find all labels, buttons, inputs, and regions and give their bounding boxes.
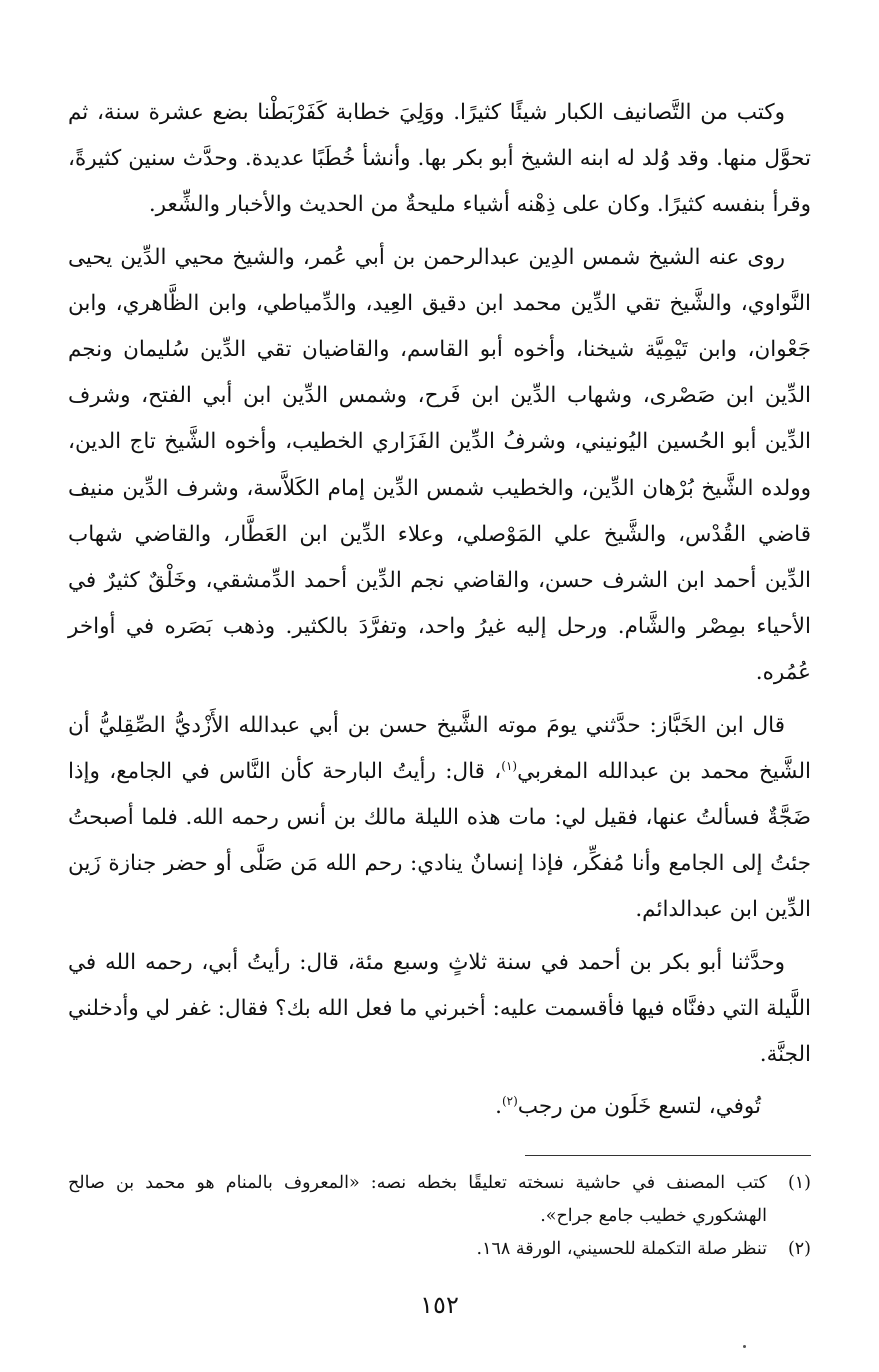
khabbaz-text-start: قال ابن الخَبَّاز: حدَّثني يومَ موته الشَّيخ حسن بن أبي عبدالله الأَزْديُّ الصِّقِليُّ أن الشَّيخ محمد بن عبدالله المغربي <box>68 712 812 784</box>
footnotes <box>68 1167 811 1266</box>
paragraph-death-date <box>68 1084 811 1130</box>
page-number: ١٥٢ <box>420 1291 459 1319</box>
paragraph-narrators: روى عنه الشيخ شمس الدِين عبدالرحمن بن أبي عُمر، والشيخ محيي الدِّين يحيى النَّواوي، والشَّيخ تقي الدِّين محمد ابن دقيق العِيد، والدِّمياطي، وابن الظَّاهري، وابن جَعْوان، وابن تَيْمِيَّة شيخنا، وأخوه أبو القاسم، والقاضيان تقي الدِّين سُليمان ونجم الدِّين ابن صَصْرى، وشهاب الدِّين ابن فَرح، وشمس الدِّين ابن أبي الفتح، وشرف الدِّين أبو الحُسين اليُونيني، وشرفُ الدِّين الفَزَاري الخطيب، وأخوه الشَّيخ تاج الدين، وولده الشَّيخ بُرْهان الدِّين، والخطيب شمس الدِّين إمام الكَلاَّسة، وشرف الدِّين منيف قاضي القُدْس، والشَّيخ علي المَوْصلي، وعلاء الدِّين ابن العَطَّار، والقاضي شهاب الدِّين أحمد ابن الشرف حسن، والقاضي نجم الدِّين أحمد الدِّمشقي، وخَلْقٌ كثيرٌ في الأحياء بمِصْر والشَّام. ورحل إليه غيرُ واحد، وتفرَّدَ بالكثير. وذهب بَصَره في أواخر عُمُره. <box>68 244 811 686</box>
footnote-2 <box>68 1233 811 1266</box>
footnote-number: (١) <box>787 1173 811 1193</box>
footnote-separator <box>525 1155 811 1156</box>
footnote-number: (٢) <box>787 1239 811 1259</box>
footnote-text: كتب المصنف في حاشية نسخته تعليقًا بخطه نصه: «المعروف بالمنام هو محمد بن صالح الهشكوري خطيب جامع جراح». <box>68 1173 767 1226</box>
footnote-text: تنظر صلة التكملة للحسيني، الورقة ١٦٨. <box>476 1239 767 1259</box>
paragraph-writings: وكتب من التَّصانيف الكبار شيئًا كثيرًا. ووَلِيَ خطابة كَفَرْبَطْنا بضع عشرة سنة، ثم تحوَّل منها. وقد وُلد له ابنه الشيخ أبو بكر بها. وأنشأ خُطَبًا عديدة. وحدَّث سنين كثيرةً، وقرأ بنفسه كثيرًا. وكان على ذِهْنه أشياء مليحةٌ من الحديث والأخبار والشِّعر. <box>68 100 811 218</box>
footnote-ref-1: (١) <box>501 758 518 773</box>
paragraph-khabbaz-dream <box>68 703 811 934</box>
death-text: تُوفي، لتسع خَلَون من رجب <box>517 1094 761 1120</box>
print-speck <box>743 1345 746 1348</box>
footnote-1 <box>68 1167 811 1233</box>
footnote-ref-2: (٢) <box>501 1094 518 1109</box>
paragraph-abubakr-dream: وحدَّثنا أبو بكر بن أحمد في سنة ثلاثٍ وسبع مئة، قال: رأيتُ أبي، رحمه الله في اللَّيلة التي دفنَّاه فيها فأقسمت عليه: أخبرني ما فعل الله بك؟ فقال: غفر لي وأدخلني الجنَّة. <box>68 949 811 1068</box>
death-text-end: . <box>495 1094 502 1120</box>
khabbaz-text-end: ، قال: رأيتُ البارحة كأن النَّاس في الجامع، وإذا ضَجَّةٌ فسألتُ عنها، فقيل لي: مات هذه الليلة مالك بن أنس رحمه الله. فلما أصبحتُ جئتُ إلى الجامع وأنا مُفكِّر، فإذا إنسانٌ ينادي: رحم الله مَن صَلَّى أو حضر جنازة زَين الدِّين ابن عبدالدائم. <box>68 758 811 923</box>
